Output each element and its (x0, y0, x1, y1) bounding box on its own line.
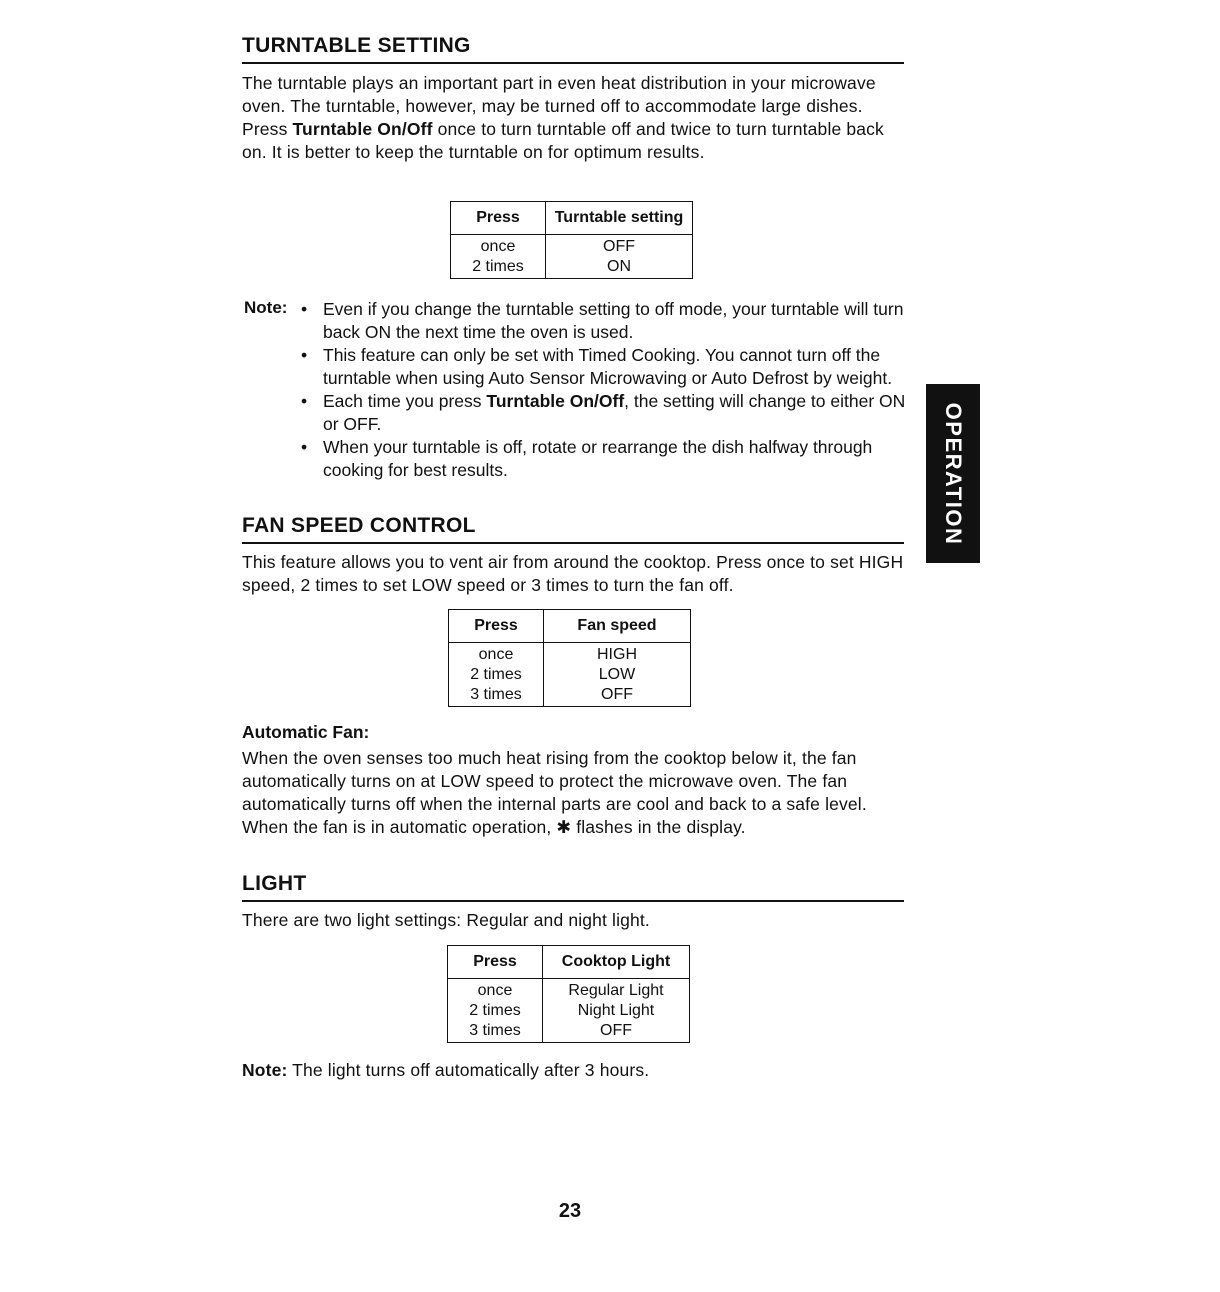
note-label: Note: (244, 298, 288, 317)
operation-side-tab (926, 384, 980, 563)
table-row: 2 times ON (451, 257, 693, 279)
turntable-table (450, 201, 693, 279)
list-item: • Each time you press Turntable On/Off, the setting will change to either ON or OFF. (301, 391, 906, 434)
table-row: 2 times LOW (449, 665, 691, 685)
table-header-speed: Fan speed (544, 610, 691, 643)
fan-symbol-icon: ✱ (556, 817, 572, 837)
table-row: 3 times OFF (448, 1021, 690, 1043)
turntable-paragraph: The turntable plays an important part in even heat distribution in your microwave oven. The turntable, however, may be turned off to accommodate large dishes. Press Turntable On/Off once to turn turntable off and twice to turn turntable back on. It is better to keep the turntable on for optimum results. (242, 73, 884, 162)
table-row: once Regular Light (448, 979, 690, 1002)
list-item: • Even if you change the turntable setting to off mode, your turntable will turn back ON the next time the oven is used. (301, 299, 904, 342)
table-row: 2 times Night Light (448, 1001, 690, 1021)
fan-table (448, 609, 691, 707)
table-header-press: Press (448, 946, 543, 979)
light-note-text: The light turns off automatically after 3 hours. (292, 1060, 650, 1080)
table-header-press: Press (451, 202, 546, 235)
table-row: once OFF (451, 235, 693, 258)
note-label: Note: (242, 1060, 288, 1080)
turntable-heading: TURNTABLE SETTING (242, 34, 904, 64)
list-item: • When your turntable is off, rotate or rearrange the dish halfway through cooking for best results. (301, 437, 873, 480)
automatic-fan-heading: Automatic Fan: (242, 722, 370, 742)
fan-heading: FAN SPEED CONTROL (242, 514, 904, 544)
table-header-press: Press (449, 610, 544, 643)
light-heading: LIGHT (242, 872, 904, 902)
light-paragraph: There are two light settings: Regular and night light. (242, 910, 650, 930)
turntable-button-ref: Turntable On/Off (292, 119, 433, 139)
table-header-setting: Turntable setting (546, 202, 693, 235)
table-header-light: Cooktop Light (543, 946, 690, 979)
table-row: 3 times OFF (449, 685, 691, 707)
table-row: once HIGH (449, 643, 691, 666)
page-number: 23 (558, 1200, 582, 1222)
automatic-fan-paragraph: When the oven senses too much heat rising from the cooktop below it, the fan automatically turns on at LOW speed to protect the microwave oven. The fan automatically turns off when the internal parts are cool and back to a safe level. When the fan is in automatic operation, ✱ flashes in the display. (242, 748, 867, 837)
side-tab-label: OPERATION (941, 402, 966, 545)
light-table (447, 945, 690, 1043)
fan-paragraph: This feature allows you to vent air from around the cooktop. Press once to set HIGH speed, 2 times to set LOW speed or 3 times to turn the fan off. (242, 552, 904, 595)
note-list (296, 298, 906, 482)
list-item: • This feature can only be set with Timed Cooking. You cannot turn off the turntable when using Auto Sensor Microwaving or Auto Defrost by weight. (301, 345, 893, 388)
